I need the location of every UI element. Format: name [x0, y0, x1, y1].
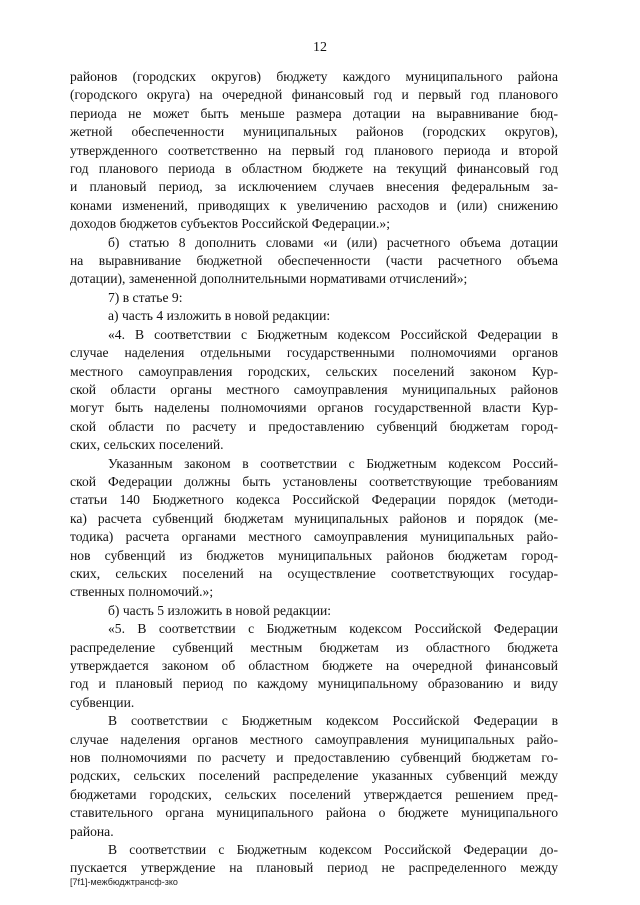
text-line: б) статью 8 дополнить словами «и (или) расчетного объема дотации: [108, 234, 558, 250]
text-line: (городского округа) на очередной финансовый год и первый год планового: [70, 87, 558, 103]
text-line: случае наделения отдельными государственными полномочиями органов: [70, 345, 558, 361]
text-line: конами изменений, приводящих к увеличению расходов и (или) снижению: [70, 197, 558, 213]
text-line: жетной обеспеченности муниципальных районов (городских округов),: [70, 124, 558, 140]
paragraph: [70, 289, 558, 307]
paragraph: [70, 712, 558, 841]
text-line: случае наделения органов местного самоуправления муниципальных райо-: [70, 731, 558, 747]
text-line: нов полномочиями по расчету и предоставлению субвенций бюджетам го-: [70, 750, 558, 766]
text-line: могут быть наделены полномочиями органов государственной власти Кур-: [70, 400, 558, 416]
text-line: год и плановый период по каждому муниципальному образованию и виду: [70, 676, 558, 692]
document-body: [70, 68, 558, 878]
paragraph: [70, 602, 558, 620]
text-line: 7) в статье 9:: [108, 289, 183, 305]
text-line: районов (городских округов) бюджету каждого муниципального района: [70, 69, 558, 84]
paragraph: [70, 455, 558, 602]
paragraph: [70, 307, 558, 325]
text-line: ской области по расчету и предоставлению субвенций бюджетам город-: [70, 418, 558, 434]
paragraph: [70, 620, 558, 712]
text-line: бюджетами городских, сельских поселений утверждается решением пред-: [70, 786, 558, 802]
text-line: ских, сельских поселений.: [70, 437, 224, 453]
text-line: В соответствии с Бюджетным кодексом Российской Федерации до-: [108, 842, 558, 858]
paragraph: [70, 68, 558, 234]
text-line: «4. В соответствии с Бюджетным кодексом Российской Федерации в: [108, 326, 558, 342]
text-line: ской области органы местного самоуправления муниципальных районов: [70, 381, 558, 397]
text-line: Указанным законом в соответствии с Бюджетным кодексом Россий-: [108, 455, 558, 471]
text-line: статьи 140 Бюджетного кодекса Российской Федерации порядок (методи-: [70, 492, 558, 508]
text-line: и плановый период, за исключением случаев внесения федеральным за-: [70, 179, 558, 195]
text-line: б) часть 5 изложить в новой редакции:: [108, 602, 332, 618]
text-line: ской Федерации должны быть установлены соответствующие требованиям: [70, 473, 558, 489]
text-line: периода не может быть меньше размера дотации на выравнивание бюд-: [70, 105, 558, 121]
text-line: ских, сельских поселений на осуществление соответствующих государ-: [70, 565, 558, 581]
text-line: доходов бюджетов субъектов Российской Федерации.»;: [70, 216, 390, 232]
text-line: а) часть 4 изложить в новой редакции:: [108, 308, 331, 324]
text-line: В соответствии с Бюджетным кодексом Российской Федерации в: [108, 713, 558, 729]
paragraph: [70, 841, 558, 878]
text-line: распределение субвенций местным бюджетам из областного бюджета: [70, 639, 558, 655]
text-line: родских, сельских поселений распределение указанных субвенций между: [70, 768, 558, 784]
text-line: местного самоуправления городских, сельских поселений законом Кур-: [70, 363, 558, 379]
paragraph: [70, 326, 558, 455]
paragraph: [70, 234, 558, 289]
text-line: пускается утверждение на плановый период не распределенного между: [70, 860, 558, 876]
text-line: субвенции.: [70, 694, 135, 710]
text-line: на выравнивание бюджетной обеспеченности (части расчетного объема: [70, 253, 558, 269]
text-line: утвержденного соответственно на первый год планового периода и второй: [70, 142, 558, 158]
text-line: год планового периода в областном бюджете на текущий финансовый год: [70, 161, 558, 177]
text-line: тодика) расчета органами местного самоуправления муниципальных райо-: [70, 529, 558, 545]
text-line: ка) расчета субвенций бюджетам муниципальных районов и порядок (ме-: [70, 510, 558, 526]
text-line: «5. В соответствии с Бюджетным кодексом Российской Федерации: [108, 621, 558, 637]
text-line: ственных полномочий.»;: [70, 584, 214, 600]
footer-file-code: [7f1]-межбюджтрансф-зко: [70, 877, 178, 887]
text-line: утверждается законом об областном бюджете на очередной финансовый: [70, 658, 558, 673]
page-number: 12: [313, 40, 327, 55]
text-line: дотации), замененной дополнительными нормативами отчислений»;: [70, 271, 468, 287]
text-line: нов субвенций из бюджетов муниципальных районов бюджетам город-: [70, 547, 558, 563]
text-line: ставительного органа муниципального района о бюджете муниципального: [70, 805, 558, 821]
text-line: района.: [70, 823, 114, 839]
